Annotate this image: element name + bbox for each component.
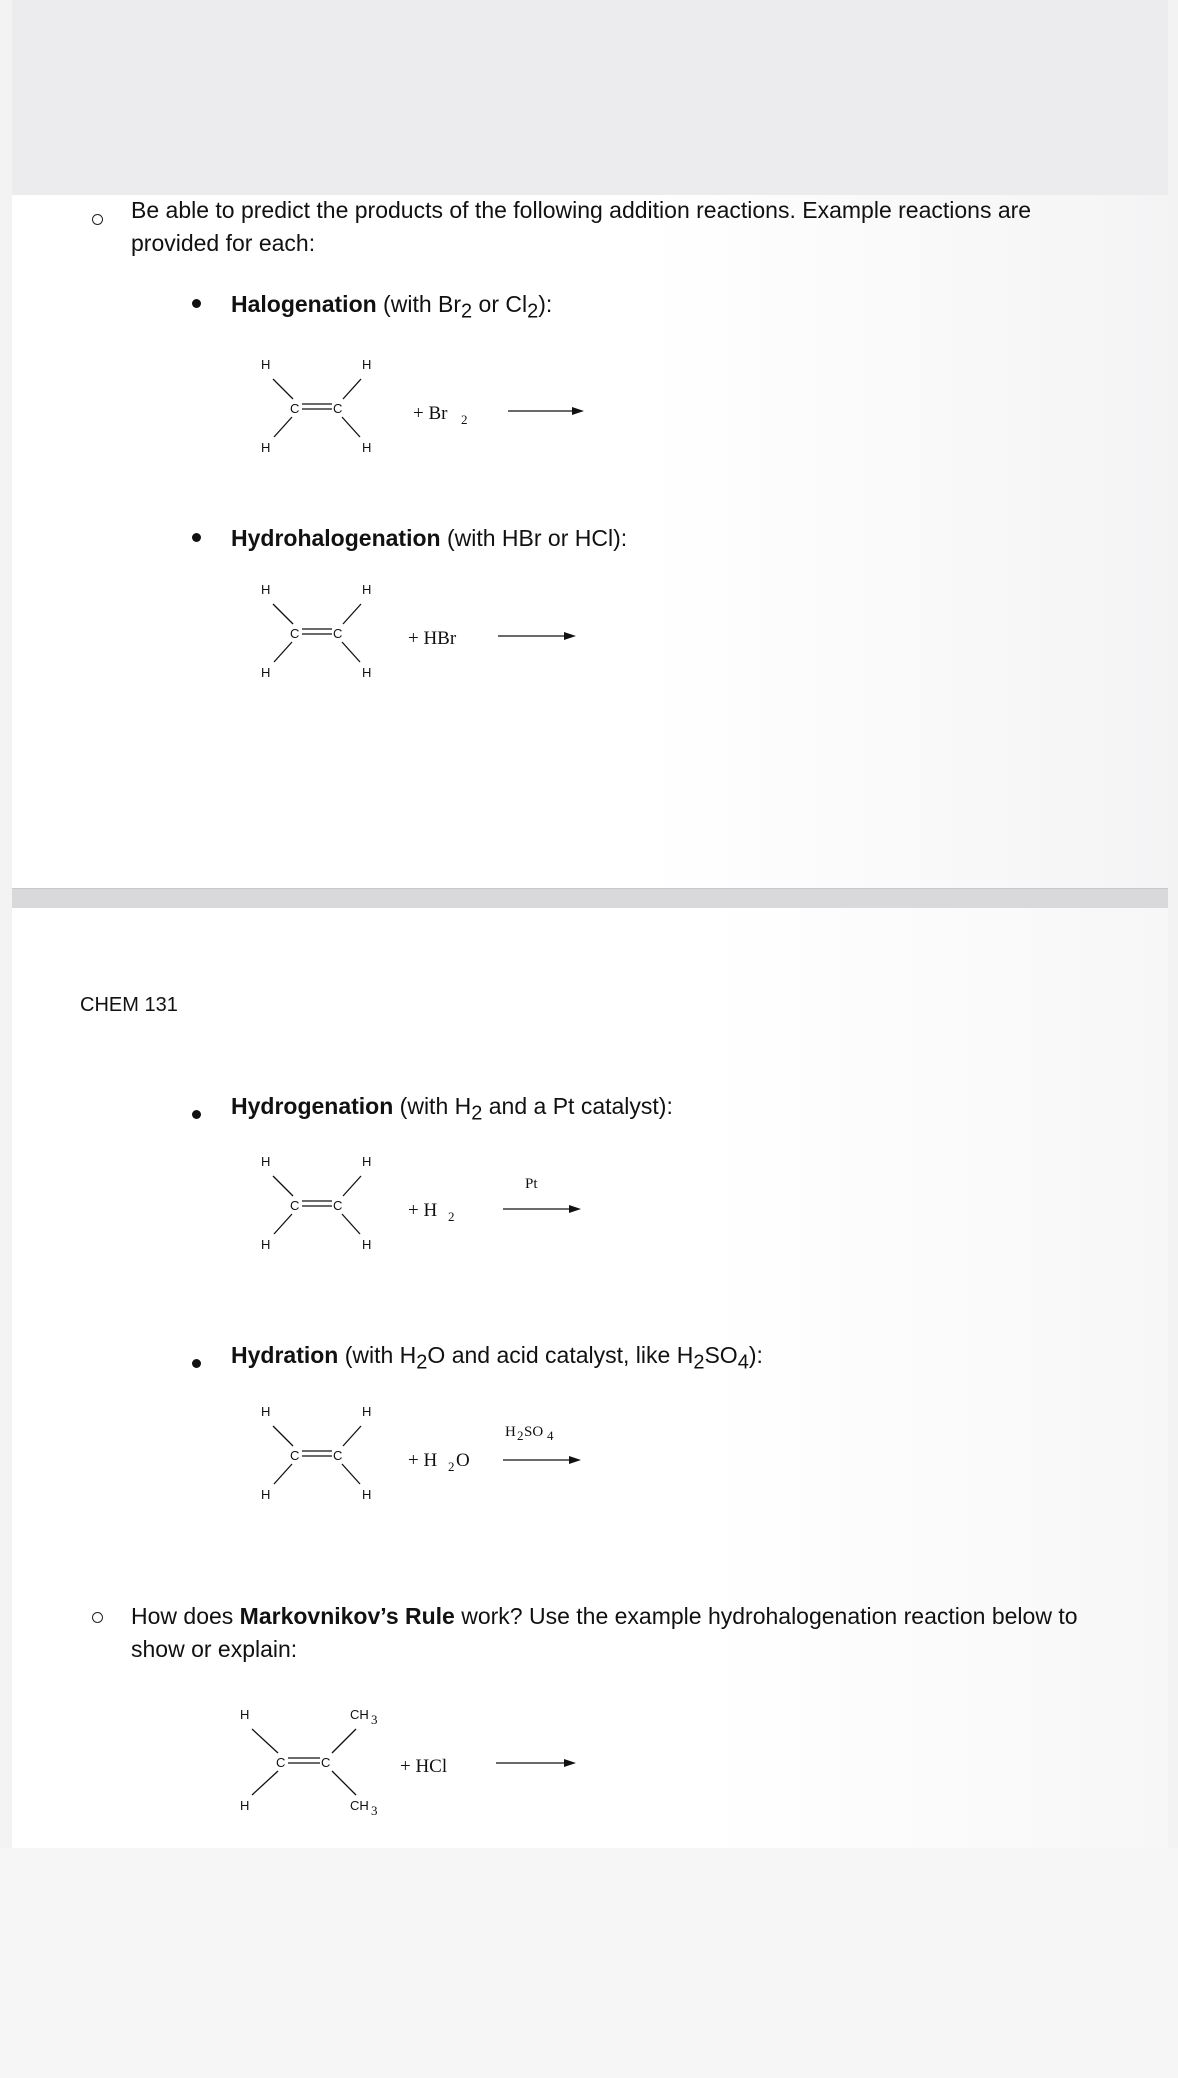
hollow-bullet-icon (92, 1612, 103, 1623)
atom-c: C (290, 401, 300, 416)
question-two-line1: How does Markovnikov’s Rule work? Use the example hydrohalogenation reaction below to (131, 1603, 1078, 1629)
hydration-name: Hydration (231, 1342, 339, 1368)
atom-h: H (261, 582, 271, 597)
atom-c: C (290, 1198, 300, 1213)
bottom-margin (0, 1848, 1178, 2078)
page-break (12, 888, 1168, 910)
atom-h: H (261, 1154, 271, 1169)
halogenation-reaction-diagram (250, 355, 590, 475)
atom-h: H (261, 1404, 271, 1419)
halogenation-heading: Halogenation (with $Br_2$ or $Cl_2$): (231, 291, 553, 323)
atom-c: C (333, 626, 343, 641)
bullet-icon (192, 1110, 201, 1119)
question-one-line1: Be able to predict the products of the following addition reactions. Example reactions are (131, 197, 1032, 223)
reagent-text: + Br (413, 403, 448, 424)
atom-c: C (321, 1755, 331, 1770)
reagent-text: + H (408, 1200, 438, 1221)
svg-text:O: O (456, 1450, 470, 1471)
atom-c: C (276, 1755, 286, 1770)
atom-c: C (333, 1448, 343, 1463)
atom-h: H (261, 1237, 271, 1252)
atom-h: H (240, 1707, 250, 1722)
hydrohalogenation-heading: Hydrohalogenation (with HBr or HCl): (231, 525, 628, 551)
atom-h: H (240, 1798, 250, 1813)
svg-text:2: 2 (448, 1459, 455, 1474)
svg-text:2: 2 (517, 1428, 524, 1443)
hydrogenation-name: Hydrogenation (231, 1093, 394, 1119)
atom-c: C (290, 1448, 300, 1463)
course-label: CHEM 131 (80, 994, 178, 1016)
atom-h: H (362, 1404, 372, 1419)
bullet-icon (192, 299, 201, 308)
svg-text:2: 2 (461, 412, 468, 427)
atom-h: H (362, 582, 372, 597)
arrowhead-icon (569, 1456, 581, 1464)
hydration-heading: Hydration (with $H_2O$ and acid catalyst, like $H_2SO_4$): (231, 1342, 763, 1374)
atom-c: C (333, 401, 343, 416)
atom-h: H (261, 665, 271, 680)
atom-h: H (261, 357, 271, 372)
atom-c: C (333, 1198, 343, 1213)
svg-text:2: 2 (448, 1209, 455, 1224)
svg-text:SO: SO (524, 1424, 544, 1440)
atom-h: H (362, 1154, 372, 1169)
atom-h: H (362, 1487, 372, 1502)
markovnikov-reaction-diagram (228, 1705, 588, 1835)
reagent-text: + HCl (400, 1756, 448, 1777)
arrowhead-icon (569, 1205, 581, 1213)
svg-text:4: 4 (547, 1428, 554, 1443)
reagent-text: + H (408, 1450, 438, 1471)
left-margin (0, 0, 12, 2078)
atom-c: C (290, 626, 300, 641)
atom-h: H (362, 440, 372, 455)
atom-h: H (362, 665, 372, 680)
atom-h: H (362, 1237, 372, 1252)
hydrogenation-heading: Hydrogenation (with $H_2$ and a Pt catalyst): (231, 1093, 673, 1125)
methyl-ch: CH (350, 1707, 369, 1722)
atom-h: H (261, 440, 271, 455)
arrowhead-icon (564, 632, 576, 640)
bullet-icon (192, 1359, 201, 1368)
reagent-text: + HBr (408, 628, 457, 649)
hydrohalogenation-reaction-diagram (250, 580, 590, 700)
hydrogenation-reaction-diagram (250, 1152, 590, 1272)
markovnikov-rule-term: Markovnikov’s Rule (239, 1603, 455, 1629)
arrowhead-icon (572, 407, 584, 415)
methyl-ch: CH (350, 1798, 369, 1813)
atom-h: H (261, 1487, 271, 1502)
bullet-icon (192, 533, 201, 542)
hydrohalogenation-name: Hydrohalogenation (231, 525, 441, 551)
question-two-line2: show or explain: (131, 1636, 298, 1662)
atom-h: H (362, 357, 372, 372)
right-margin (1168, 0, 1178, 2078)
arrowhead-icon (564, 1759, 576, 1767)
svg-text:3: 3 (371, 1803, 378, 1818)
svg-text:3: 3 (371, 1712, 378, 1727)
top-margin (0, 0, 1178, 195)
question-one-line2: provided for each: (131, 230, 316, 256)
halogenation-name: Halogenation (231, 291, 377, 317)
hydration-reaction-diagram (250, 1402, 590, 1522)
catalyst-h: H (505, 1424, 516, 1440)
catalyst-label: Pt (525, 1176, 538, 1192)
hollow-bullet-icon (92, 214, 103, 225)
